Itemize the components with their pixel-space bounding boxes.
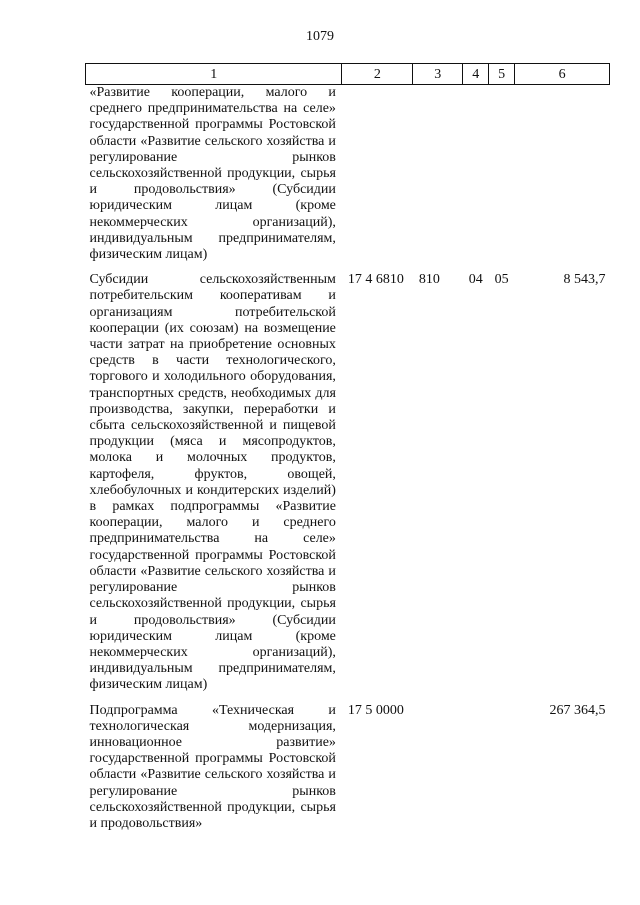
row-expense-type: 810: [418, 272, 440, 288]
row-subsection: 05: [494, 272, 509, 288]
row-amount: 267 364,5: [549, 702, 606, 718]
row-amount: 8 543,7: [563, 272, 606, 288]
table-row: [86, 272, 610, 702]
row-section: [463, 703, 489, 842]
header-col-3: 3: [413, 64, 463, 85]
page-number: 1079: [306, 29, 334, 44]
row-target-code: [342, 85, 413, 273]
row-section: 04: [468, 272, 483, 288]
row-expense-type: [413, 85, 463, 273]
row-description: Субсидии сельскохозяйственным потребительским кооперативам и организациям потребительской кооперации (их союзам) на возмещение части затрат на приобретение основных средств в части технологического, торгового и холодильного оборудования, транспортных средств, необходимых для производства, закупки, переработки и сбыта сельскохозяйственной и пищевой продукции (мяса и мясопродуктов, молока и молочных продуктов, картофеля, фруктов, овощей, хлебобулочных и кондитерских изделий) в рамках подпрограммы «Развитие кооперации, малого и среднего предпринимательства на селе» государственной программы Ростовской области «Развитие сельского хозяйства и регулирование рынков сельскохозяйственной продукции, сырья и продовольствия» (Субсидии юридическим лицам (кроме некоммерческих организаций), индивидуальным предпринимателям, физическим лицам): [89, 272, 336, 693]
row-target-code: 17 4 6810: [347, 272, 404, 288]
header-col-1: 1: [86, 64, 342, 85]
row-subsection: [489, 703, 515, 842]
row-subsection: [489, 85, 515, 273]
row-description: «Развитие кооперации, малого и среднего предпринимательства на селе» государственной программы Ростовской области «Развитие сельского хозяйства и регулирование рынков сельскохозяйственной продукции, сырья и продовольствия» (Субсидии юридическим лицам (кроме некоммерческих организаций), индивидуальным предпринимателям, физическим лицам): [89, 85, 336, 263]
table-row: [86, 703, 610, 842]
row-expense-type: [413, 703, 463, 842]
table-row: [86, 85, 610, 273]
header-col-4: 4: [463, 64, 489, 85]
row-amount: [515, 85, 610, 273]
row-section: [463, 85, 489, 273]
header-col-5: 5: [489, 64, 515, 85]
header-col-6: 6: [515, 64, 610, 85]
table-header-row: [86, 64, 610, 85]
budget-table: [85, 63, 610, 841]
header-col-2: 2: [342, 64, 413, 85]
row-target-code: 17 5 0000: [347, 702, 404, 718]
row-description: Подпрограмма «Техническая и технологическая модернизация, инновационное развитие» государственной программы Ростовской области «Развитие сельского хозяйства и регулирование рынков сельскохозяйственной продукции, сырья и продовольствия»: [89, 702, 336, 831]
